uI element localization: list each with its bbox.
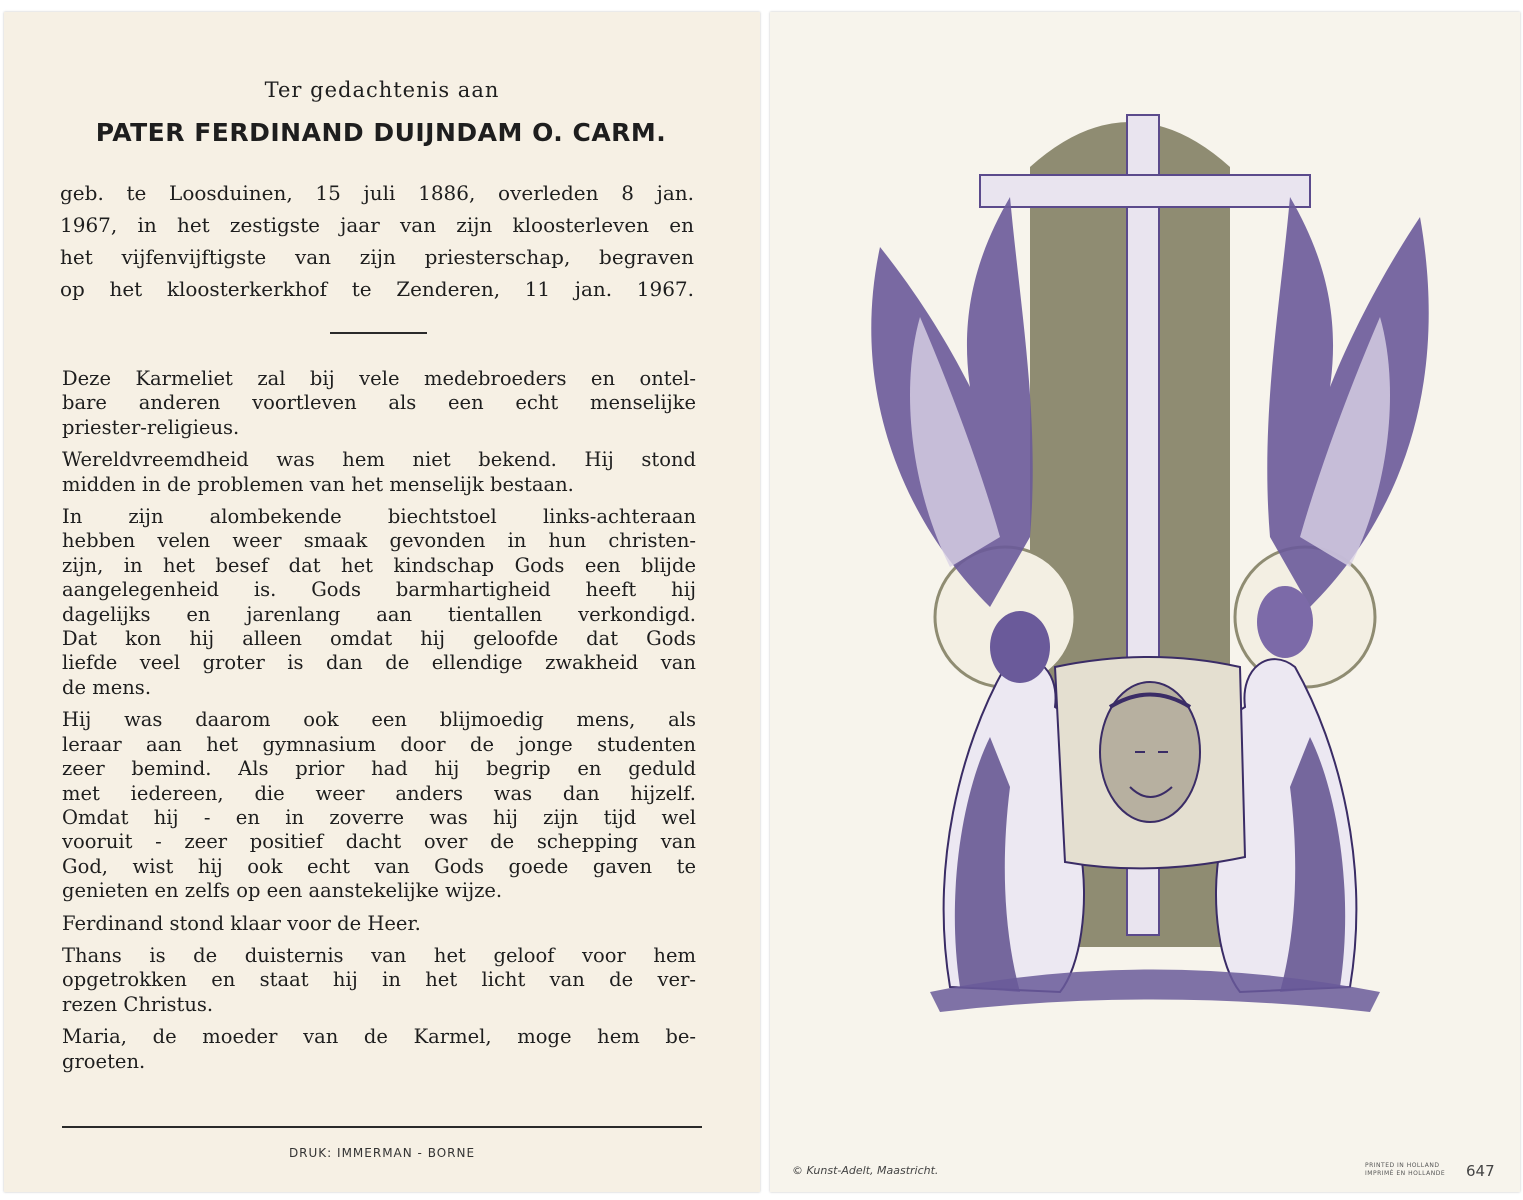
- eulogy-paragraph: [62, 448, 696, 497]
- bio-line: 1967, in het zestigste jaar van zijn kloosterleven en: [60, 213, 694, 237]
- eulogy-line: liefde veel groter is dan de ellendige zwakheid van: [62, 651, 696, 675]
- eulogy-text: [62, 367, 696, 1082]
- divider-rule: [330, 332, 427, 334]
- eulogy-line: Ferdinand stond klaar voor de Heer.: [62, 911, 421, 935]
- eulogy-line: Hij was daarom ook een blijmoedig mens, als: [62, 708, 696, 732]
- eulogy-line: aangelegenheid is. Gods barmhartigheid heeft hij: [62, 578, 696, 602]
- printed-in-holland: PRINTED IN HOLLAND IMPRIMÉ EN HOLLANDE: [1365, 1162, 1446, 1177]
- eulogy-paragraph: [62, 505, 696, 700]
- bio-line: op het kloosterkerkhof te Zenderen, 11 jan. 1967.: [60, 277, 694, 301]
- eulogy-line: priester-religieus.: [62, 415, 240, 439]
- memorial-card-image-side: [770, 12, 1520, 1192]
- eulogy-paragraph: [62, 1025, 696, 1074]
- eulogy-paragraph: [62, 708, 696, 903]
- cross-horizontal-beam: [980, 175, 1310, 207]
- eulogy-line: Deze Karmeliet zal bij vele medebroeders en ontel-: [62, 367, 696, 390]
- bio-line: het vijfenvijftigste van zijn priesterschap, begraven: [60, 245, 694, 269]
- eulogy-line: leraar aan het gymnasium door de jonge studenten: [62, 732, 696, 756]
- veronica-veil-illustration: [840, 87, 1460, 1037]
- eulogy-paragraph: [62, 367, 696, 440]
- right-angel-head: [1257, 586, 1313, 658]
- eulogy-line: In zijn alombekende biechtstoel links-achteraan: [62, 505, 696, 529]
- eulogy-line: bare anderen voortleven als een echt menselijke: [62, 391, 696, 415]
- eulogy-line: zeer bemind. Als prior had hij begrip en geduld: [62, 757, 696, 781]
- memorial-card-text-side: [4, 12, 760, 1192]
- eulogy-line: Omdat hij - en in zoverre was hij zijn tijd wel: [62, 805, 696, 829]
- biographical-details: [60, 177, 694, 305]
- printer-credit: DRUK: IMMERMAN - BORNE: [288, 1146, 476, 1160]
- eulogy-line: groeten.: [62, 1049, 146, 1073]
- eulogy-line: midden in de problemen van het menselijk bestaan.: [62, 472, 574, 496]
- eulogy-line: Dat kon hij alleen omdat hij geloofde dat Gods: [62, 627, 696, 651]
- eulogy-line: Thans is de duisternis van het geloof voor hem: [62, 943, 696, 967]
- eulogy-line: dagelijks en jarenlang aan tientallen verkondigd.: [62, 602, 696, 626]
- deceased-name: PATER FERDINAND DUIJNDAM O. CARM.: [95, 118, 667, 147]
- eulogy-line: opgetrokken en staat hij in het licht van de ver-: [62, 968, 696, 992]
- bio-line: geb. te Loosduinen, 15 juli 1886, overleden 8 jan.: [60, 181, 694, 205]
- eulogy-line: de mens.: [62, 675, 152, 699]
- publisher-credit: © Kunst-Adelt, Maastricht.: [792, 1164, 939, 1177]
- left-angel-head: [990, 611, 1050, 683]
- eulogy-line: hebben velen weer smaak gevonden in hun christen-: [62, 529, 696, 553]
- eulogy-paragraph: [62, 944, 696, 1017]
- intro-text: Ter gedachtenis aan: [264, 78, 500, 102]
- eulogy-line: zijn, in het besef dat het kindschap Gods een blijde: [62, 553, 696, 577]
- card-number: 647: [1466, 1162, 1495, 1180]
- eulogy-line: met iedereen, die weer anders was dan hijzelf.: [62, 781, 696, 805]
- footer-rule: [62, 1126, 702, 1128]
- eulogy-line: Wereldvreemdheid was hem niet bekend. Hij stond: [62, 448, 696, 472]
- eulogy-line: genieten en zelfs op een aanstekelijke wijze.: [62, 879, 503, 903]
- eulogy-line: rezen Christus.: [62, 992, 214, 1016]
- eulogy-paragraph: [62, 912, 696, 936]
- eulogy-line: Maria, de moeder van de Karmel, moge hem be-: [62, 1025, 696, 1049]
- eulogy-line: God, wist hij ook echt van Gods goede gaven te: [62, 854, 696, 878]
- eulogy-line: vooruit - zeer positief dacht over de schepping van: [62, 830, 696, 854]
